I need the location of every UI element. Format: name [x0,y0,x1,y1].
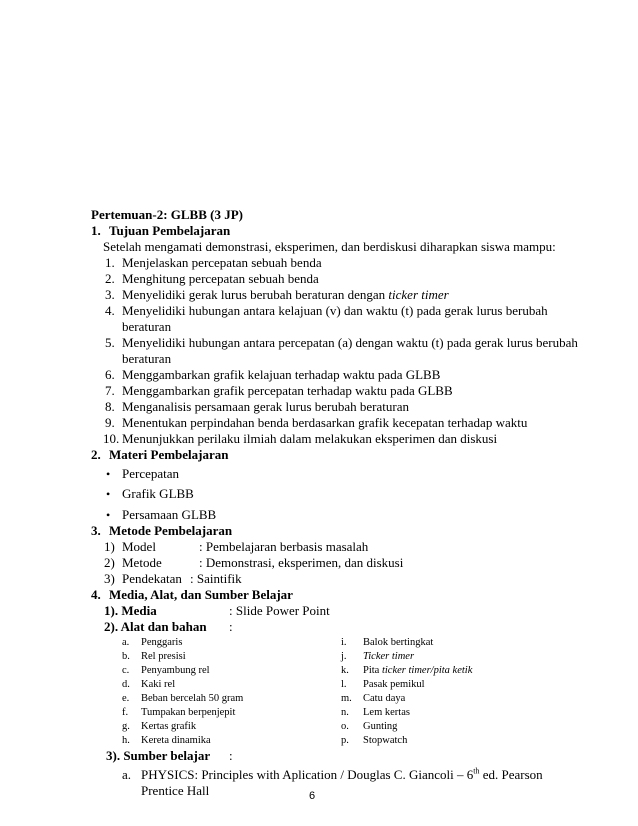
objective-text: Menghitung percepatan sebuah benda [122,271,319,286]
tool-letter: f. [122,707,129,718]
section-4-title: Media, Alat, dan Sumber Belajar [109,587,293,602]
meeting-heading: Pertemuan-2: GLBB (3 JP) [91,207,244,222]
bullet-icon: • [106,467,111,481]
tool-item: Penggaris [141,637,183,648]
tools-label: 2). Alat dan bahan [104,619,207,634]
objective-number: 4. [105,303,115,318]
tool-letter: a. [122,637,130,648]
tool-item: Kertas grafik [141,721,197,732]
bullet-icon: • [106,508,111,522]
section-3-title: Metode Pembelajaran [109,523,233,538]
section-3-number: 3. [91,523,101,538]
tool-item: Lem kertas [363,707,410,718]
material-item: Percepatan [122,466,180,481]
tool-item: Kereta dinamika [141,735,211,746]
method-key: Pendekatan [122,571,182,586]
section-1-intro: Setelah mengamati demonstrasi, eksperimen, dan berdiskusi diharapkan siswa mampu: [103,239,556,254]
method-number: 3) [104,571,115,586]
tool-item: Kaki rel [141,679,176,690]
tool-letter: d. [122,679,130,690]
tool-item: Pasak pemikul [363,679,425,690]
superscript: th [473,766,480,776]
objective-text: Menggambarkan grafik percepatan terhadap waktu pada GLBB [122,383,453,398]
objective-number: 7. [105,383,115,398]
source-reference-continued: Prentice Hall [141,783,210,798]
objective-text: Menyelidiki hubungan antara percepatan (a) dengan waktu (t) pada gerak lurus berubah [122,335,578,350]
tool-letter: j. [341,651,347,662]
material-item: Persamaan GLBB [122,507,217,522]
bullet-icon: • [106,487,111,501]
tool-letter: i. [341,637,347,648]
tool-letter: p. [341,735,349,746]
objective-text: Menggambarkan grafik kelajuan terhadap waktu pada GLBB [122,367,441,382]
media-label: 1). Media [104,603,157,618]
italic-term: ticker timer [388,287,449,302]
tool-item: Balok bertingkat [363,637,434,648]
tool-letter: g. [122,721,130,732]
method-number: 1) [104,539,115,554]
media-value: : Slide Power Point [229,603,330,618]
objective-number: 1. [105,255,115,270]
tool-item: Pita ticker timer/pita ketik [363,665,473,676]
tool-letter: c. [122,665,130,676]
italic-term: ticker timer/pita ketik [381,665,473,676]
source-reference: PHYSICS: Principles with Aplication / Douglas C. Giancoli – 6th ed. Pearson [141,766,543,782]
objective-number: 2. [105,271,115,286]
tool-item: Penyambung rel [141,665,210,676]
objective-number: 6. [105,367,115,382]
tool-letter: n. [341,707,349,718]
tool-letter: o. [341,721,349,732]
section-2-number: 2. [91,447,101,462]
objective-text: Menunjukkan perilaku ilmiah dalam melakukan eksperimen dan diskusi [122,431,498,446]
method-key: Model [122,539,156,554]
objective-number: 10. [103,431,120,446]
objective-text-continued: beraturan [122,351,172,366]
tool-letter: m. [341,693,352,704]
objective-text: Menjelaskan percepatan sebuah benda [122,255,322,270]
tool-item: Tumpakan berpenjepit [141,707,236,718]
source-colon: : [229,748,233,763]
objective-text: Menganalisis persamaan gerak lurus berubah beraturan [122,399,409,414]
method-value: : Pembelajaran berbasis masalah [199,539,369,554]
objective-text: Menentukan perpindahan benda berdasarkan grafik kecepatan terhadap waktu [122,415,528,430]
material-item: Grafik GLBB [122,486,194,501]
tool-item: Gunting [363,721,398,732]
section-4-number: 4. [91,587,101,602]
page-number: 6 [309,790,316,802]
objective-number: 3. [105,287,115,302]
tool-item: Ticker timer [363,651,415,662]
tool-item: Catu daya [363,693,406,704]
method-key: Metode [122,555,162,570]
tool-letter: l. [341,679,347,690]
tool-item: Rel presisi [141,651,186,662]
objective-text: Menyelidiki hubungan antara kelajuan (v) dan waktu (t) pada gerak lurus berubah [122,303,548,318]
method-number: 2) [104,555,115,570]
tools-colon: : [229,619,233,634]
tool-item: Beban bercelah 50 gram [141,693,244,704]
objective-number: 8. [105,399,115,414]
tool-letter: h. [122,735,130,746]
method-value: : Demonstrasi, eksperimen, dan diskusi [199,555,404,570]
objective-number: 9. [105,415,115,430]
section-1-number: 1. [91,223,101,238]
tool-letter: k. [341,665,349,676]
objective-number: 5. [105,335,115,350]
source-label: 3). Sumber belajar [106,748,211,763]
method-value: : Saintifik [190,571,242,586]
objective-text-continued: beraturan [122,319,172,334]
section-2-title: Materi Pembelajaran [109,447,229,462]
tool-letter: e. [122,693,130,704]
section-1-title: Tujuan Pembelajaran [109,223,231,238]
objective-text: Menyelidiki gerak lurus berubah beraturan dengan ticker timer [122,287,449,302]
tool-item: Stopwatch [363,735,408,746]
tool-letter: b. [122,651,130,662]
source-letter: a. [122,767,132,782]
